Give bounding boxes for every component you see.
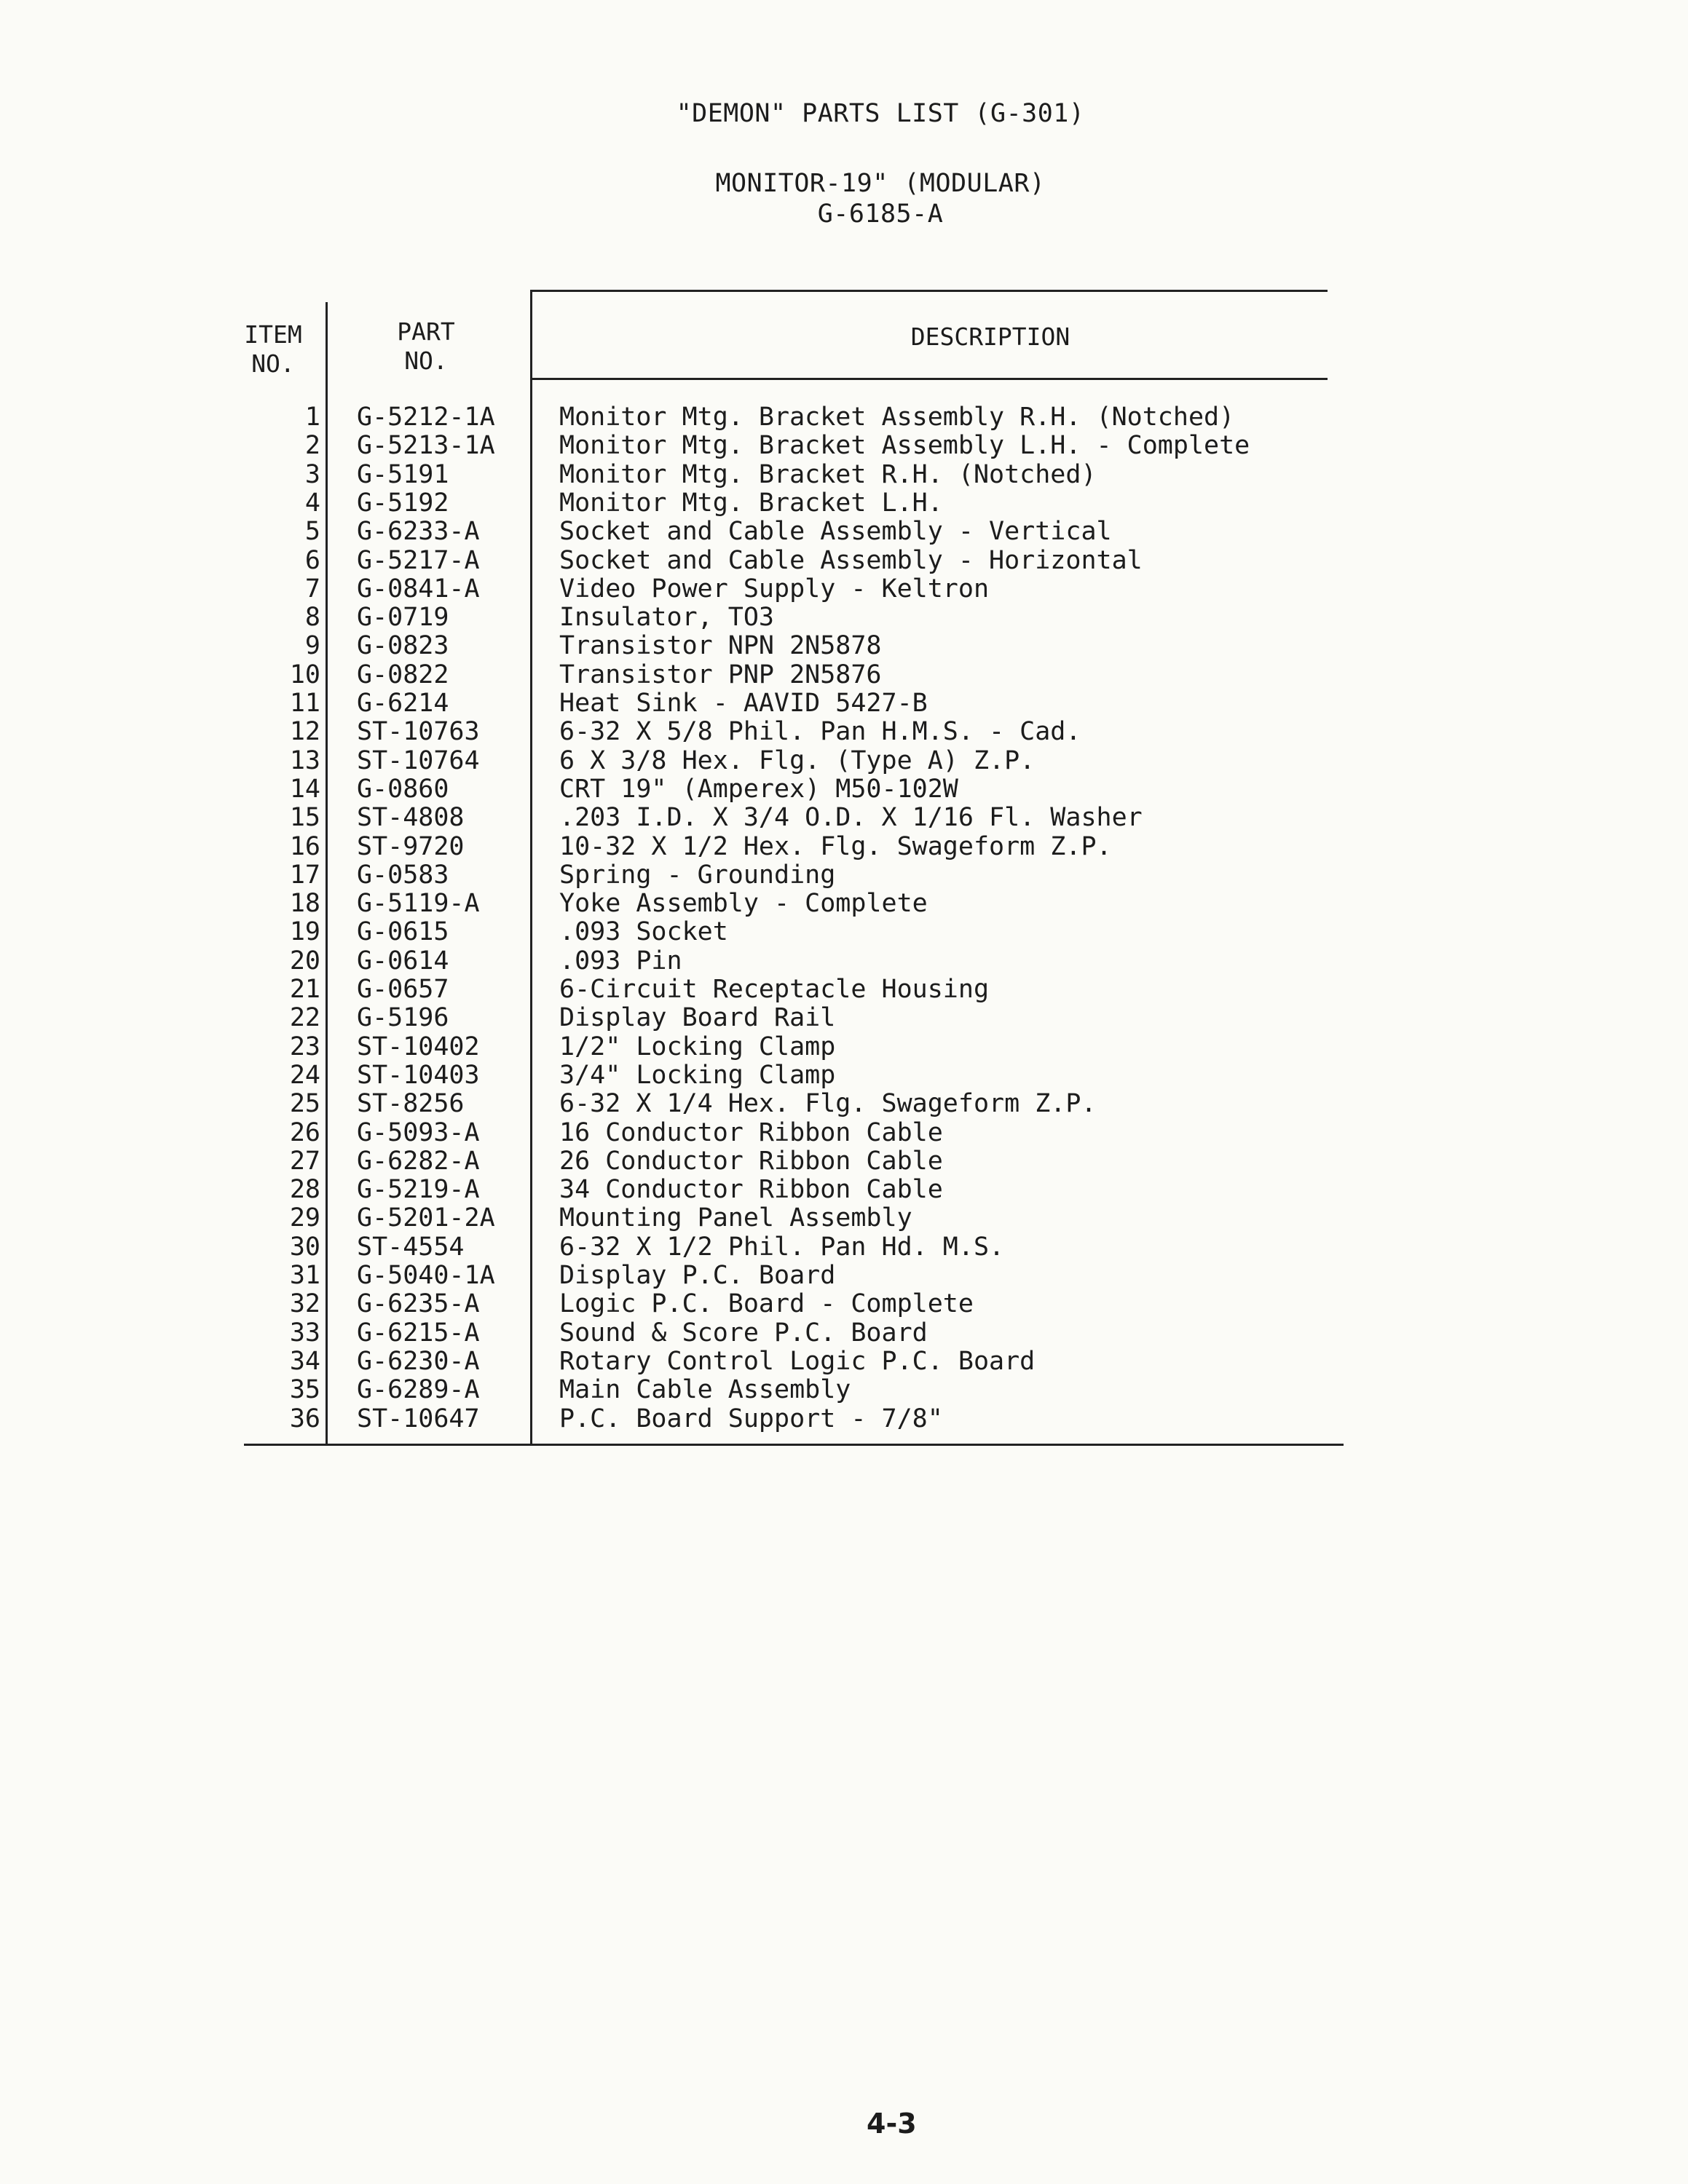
part-number: G-6289-A — [357, 1375, 480, 1405]
table-row — [0, 1347, 1688, 1376]
column-header-item-no: ITEM NO. — [244, 320, 302, 378]
table-row — [0, 746, 1688, 775]
part-description: Monitor Mtg. Bracket Assembly L.H. - Complete — [559, 431, 1250, 461]
item-number: 33 — [289, 1318, 320, 1348]
part-description: 10-32 X 1/2 Hex. Flg. Swageform Z.P. — [559, 831, 1112, 861]
table-row — [0, 1061, 1688, 1090]
part-description: 1/2" Locking Clamp — [559, 1032, 836, 1061]
part-number: G-6230-A — [357, 1346, 480, 1376]
table-row — [0, 889, 1688, 918]
item-number: 28 — [289, 1175, 320, 1205]
table-row — [0, 460, 1688, 489]
part-description: 6-32 X 1/2 Phil. Pan Hd. M.S. — [559, 1232, 1005, 1262]
part-description: Heat Sink - AAVID 5427-B — [559, 689, 928, 718]
part-number: G-5196 — [357, 1003, 449, 1033]
item-number: 13 — [289, 745, 320, 775]
part-number: G-0657 — [357, 975, 449, 1004]
part-description: Spring - Grounding — [559, 860, 836, 890]
item-number: 21 — [289, 975, 320, 1004]
table-bottom-rule — [244, 1444, 1344, 1446]
table-row — [0, 660, 1688, 689]
part-number: G-6282-A — [357, 1146, 480, 1176]
item-number: 1 — [304, 403, 320, 432]
table-row — [0, 1289, 1688, 1318]
part-description: 34 Conductor Ribbon Cable — [559, 1175, 943, 1205]
table-row — [0, 975, 1688, 1004]
table-row — [0, 431, 1688, 460]
part-number: G-6214 — [357, 689, 449, 718]
part-number: G-0822 — [357, 660, 449, 689]
part-number: ST-10402 — [357, 1032, 480, 1061]
part-description: Monitor Mtg. Bracket R.H. (Notched) — [559, 459, 1097, 489]
item-number: 29 — [289, 1203, 320, 1233]
part-description: Socket and Cable Assembly - Horizontal — [559, 545, 1143, 575]
table-row — [0, 1318, 1688, 1348]
part-description: Mounting Panel Assembly — [559, 1203, 912, 1233]
part-description: .093 Socket — [559, 917, 728, 947]
part-number: G-6215-A — [357, 1318, 480, 1348]
table-row — [0, 631, 1688, 660]
part-description: .203 I.D. X 3/4 O.D. X 1/16 Fl. Washer — [559, 803, 1143, 833]
part-number: ST-10647 — [357, 1404, 480, 1433]
table-row — [0, 717, 1688, 746]
part-number: G-5212-1A — [357, 403, 495, 432]
table-row — [0, 803, 1688, 832]
part-description: 3/4" Locking Clamp — [559, 1060, 836, 1090]
part-description: 6-Circuit Receptacle Housing — [559, 975, 990, 1004]
item-number: 27 — [289, 1146, 320, 1176]
item-number: 5 — [304, 517, 320, 547]
part-number: G-5192 — [357, 488, 449, 518]
item-number: 16 — [289, 831, 320, 861]
part-description: Transistor PNP 2N5876 — [559, 660, 882, 689]
item-number: 8 — [304, 603, 320, 633]
item-number: 36 — [289, 1404, 320, 1433]
part-description: Yoke Assembly - Complete — [559, 889, 928, 919]
table-row — [0, 1261, 1688, 1290]
part-description: Monitor Mtg. Bracket L.H. — [559, 488, 943, 518]
item-number: 31 — [289, 1261, 320, 1290]
table-row — [0, 1203, 1688, 1233]
document-part-number: G-6185-A — [817, 199, 944, 229]
item-number: 25 — [289, 1089, 320, 1119]
item-number: 9 — [304, 631, 320, 661]
item-number: 20 — [289, 946, 320, 976]
part-description: P.C. Board Support - 7/8" — [559, 1404, 943, 1433]
part-description: Insulator, TO3 — [559, 603, 775, 633]
column-header-description: DESCRIPTION — [910, 323, 1070, 351]
table-row — [0, 488, 1688, 518]
part-number: ST-10763 — [357, 717, 480, 747]
part-number: ST-4554 — [357, 1232, 465, 1262]
part-number: G-0841-A — [357, 574, 480, 604]
part-number: ST-10403 — [357, 1060, 480, 1090]
part-number: G-5219-A — [357, 1175, 480, 1205]
item-number: 7 — [304, 574, 320, 604]
item-number: 17 — [289, 860, 320, 890]
item-number: 10 — [289, 660, 320, 689]
item-number: 35 — [289, 1375, 320, 1405]
part-number: G-5213-1A — [357, 431, 495, 461]
part-description: Display P.C. Board — [559, 1261, 836, 1290]
table-row — [0, 517, 1688, 546]
table-row — [0, 832, 1688, 861]
part-description: 6 X 3/8 Hex. Flg. (Type A) Z.P. — [559, 745, 1036, 775]
item-number: 18 — [289, 889, 320, 919]
table-row — [0, 1147, 1688, 1176]
part-number: G-0823 — [357, 631, 449, 661]
table-row — [0, 1032, 1688, 1061]
part-number: G-5093-A — [357, 1117, 480, 1147]
table-row — [0, 775, 1688, 804]
part-number: G-5217-A — [357, 545, 480, 575]
table-row — [0, 860, 1688, 890]
part-number: G-5040-1A — [357, 1261, 495, 1290]
item-number: 24 — [289, 1060, 320, 1090]
part-number: G-0614 — [357, 946, 449, 976]
part-number: ST-8256 — [357, 1089, 465, 1119]
part-description: Sound & Score P.C. Board — [559, 1318, 928, 1348]
part-number: G-5191 — [357, 459, 449, 489]
item-number: 19 — [289, 917, 320, 947]
part-description: CRT 19" (Amperex) M50-102W — [559, 774, 958, 804]
part-description: Socket and Cable Assembly - Vertical — [559, 517, 1112, 547]
part-number: G-0719 — [357, 603, 449, 633]
item-number: 32 — [289, 1289, 320, 1319]
part-description: .093 Pin — [559, 946, 682, 976]
part-number: G-5119-A — [357, 889, 480, 919]
document-subtitle: MONITOR-19" (MODULAR) — [715, 169, 1046, 198]
column-header-part-no: PART NO. — [397, 317, 455, 375]
item-number: 22 — [289, 1003, 320, 1033]
item-number: 3 — [304, 459, 320, 489]
part-number: G-6233-A — [357, 517, 480, 547]
part-number: ST-9720 — [357, 831, 465, 861]
item-number: 4 — [304, 488, 320, 518]
part-number: G-6235-A — [357, 1289, 480, 1319]
table-row — [0, 403, 1688, 432]
part-description: Rotary Control Logic P.C. Board — [559, 1346, 1036, 1376]
part-number: G-0583 — [357, 860, 449, 890]
page-number: 4-3 — [867, 2108, 917, 2140]
table-row — [0, 1404, 1688, 1433]
item-number: 14 — [289, 774, 320, 804]
part-description: Transistor NPN 2N5878 — [559, 631, 882, 661]
table-row — [0, 1375, 1688, 1404]
item-number: 30 — [289, 1232, 320, 1262]
part-number: G-5201-2A — [357, 1203, 495, 1233]
table-row — [0, 1233, 1688, 1262]
part-number: G-0615 — [357, 917, 449, 947]
part-number: G-0860 — [357, 774, 449, 804]
table-row — [0, 546, 1688, 575]
item-number: 34 — [289, 1346, 320, 1376]
part-description: Monitor Mtg. Bracket Assembly R.H. (Notched) — [559, 403, 1235, 432]
table-row — [0, 1003, 1688, 1032]
part-description: Main Cable Assembly — [559, 1375, 851, 1405]
document-title: "DEMON" PARTS LIST (G-301) — [676, 99, 1085, 128]
table-row — [0, 1118, 1688, 1147]
part-description: 26 Conductor Ribbon Cable — [559, 1146, 943, 1176]
table-row — [0, 1175, 1688, 1204]
table-row — [0, 689, 1688, 718]
item-number: 23 — [289, 1032, 320, 1061]
item-number: 12 — [289, 717, 320, 747]
part-description: 16 Conductor Ribbon Cable — [559, 1117, 943, 1147]
item-number: 15 — [289, 803, 320, 833]
table-top-rule — [530, 290, 1328, 292]
table-header-rule — [530, 378, 1328, 380]
part-description: Video Power Supply - Keltron — [559, 574, 990, 604]
part-description: 6-32 X 5/8 Phil. Pan H.M.S. - Cad. — [559, 717, 1081, 747]
item-number: 26 — [289, 1117, 320, 1147]
table-row — [0, 574, 1688, 604]
part-description: Display Board Rail — [559, 1003, 836, 1033]
part-description: 6-32 X 1/4 Hex. Flg. Swageform Z.P. — [559, 1089, 1097, 1119]
item-number: 11 — [289, 689, 320, 718]
part-number: ST-10764 — [357, 745, 480, 775]
table-row — [0, 946, 1688, 976]
table-row — [0, 1089, 1688, 1118]
part-description: Logic P.C. Board - Complete — [559, 1289, 974, 1319]
table-row — [0, 603, 1688, 632]
item-number: 6 — [304, 545, 320, 575]
item-number: 2 — [304, 431, 320, 461]
table-row — [0, 917, 1688, 946]
part-number: ST-4808 — [357, 803, 465, 833]
